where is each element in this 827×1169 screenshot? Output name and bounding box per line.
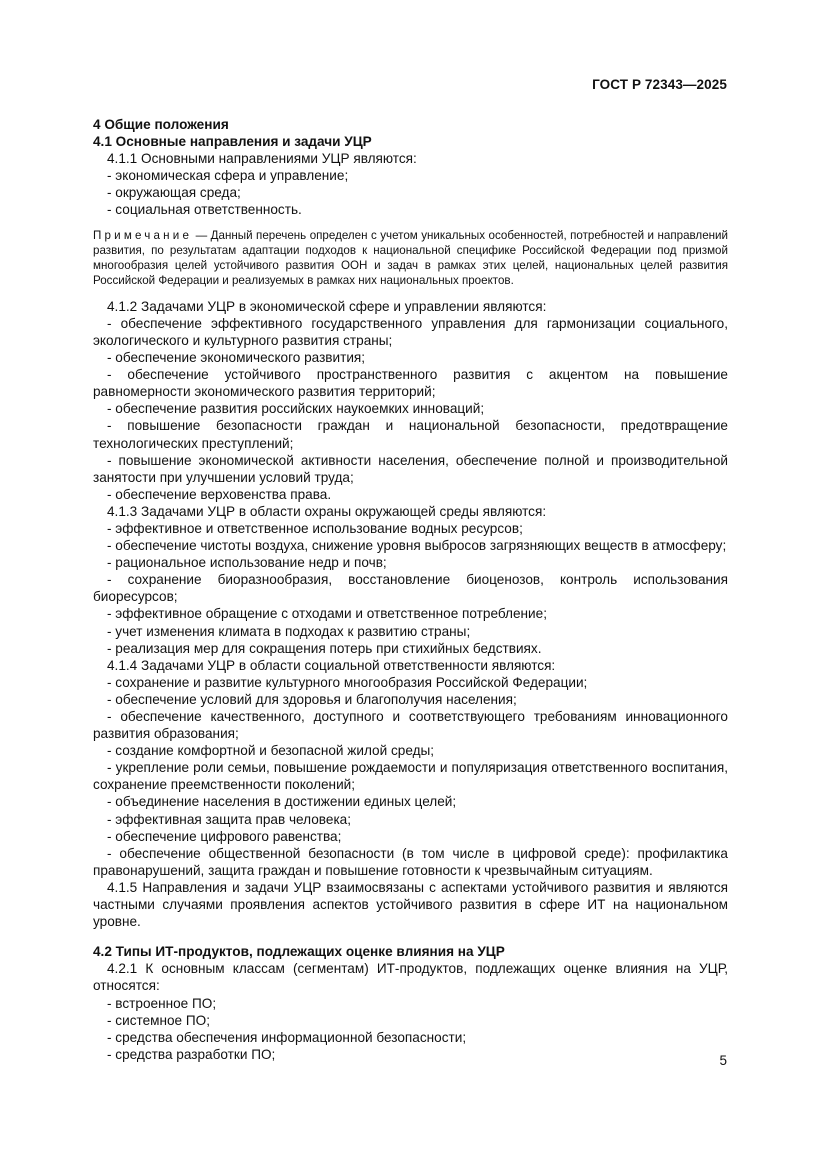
paragraph-4-1-1: 4.1.1 Основными направлениями УЦР являются: — [107, 151, 417, 167]
list-item: - повышение безопасности граждан и национальной безопасности, предотвращение технологических преступлений; — [93, 418, 728, 451]
list-item: - встроенное ПО; — [107, 995, 217, 1011]
subsection-title-4-1: 4.1 Основные направления и задачи УЦР — [93, 134, 372, 150]
note-block — [93, 228, 728, 289]
list-item: - социальная ответственность. — [107, 202, 302, 218]
list-4-1-3 — [93, 520, 728, 657]
list-item: - объединение населения в достижении единых целей; — [107, 794, 457, 810]
list-item: - системное ПО; — [107, 1012, 210, 1028]
list-item: - средства обеспечения информационной безопасности; — [107, 1029, 467, 1045]
list-item: - экономическая сфера и управление; — [107, 168, 349, 184]
section-title: 4 Общие положения — [93, 117, 229, 132]
list-4-1-2 — [93, 315, 728, 503]
list-item: - сохранение биоразнообразия, восстановление биоценозов, контроль использования биоресурсов; — [93, 572, 728, 605]
note-label: Примечание — [93, 228, 193, 242]
list-item: - окружающая среда; — [107, 185, 241, 201]
paragraph-4-1-4: 4.1.4 Задачами УЦР в области социальной ответственности являются: — [107, 657, 556, 673]
list-item: - обеспечение эффективного государственного управления для гармонизации социального, экологического и культурного развития страны; — [93, 315, 728, 348]
list-item: - обеспечение общественной безопасности (в том числе в цифровой среде): профилактика правонарушений, защита граждан и повышение готовности к чрезвычайным ситуациям. — [93, 845, 728, 878]
list-4-1-1 — [93, 167, 728, 218]
subsection-title-4-2: 4.2 Типы ИТ-продуктов, подлежащих оценке влияния на УЦР — [93, 944, 505, 960]
list-item: - создание комфортной и безопасной жилой среды; — [107, 743, 435, 759]
list-item: - учет изменения климата в подходах к развитию страны; — [107, 623, 471, 639]
list-item: - реализация мер для сокращения потерь при стихийных бедствиях. — [107, 640, 542, 656]
list-item: - укрепление роли семьи, повышение рождаемости и популяризация ответственного воспитания, сохранение преемственности поколений; — [93, 760, 728, 793]
list-item: - сохранение и развитие культурного многообразия Российской Федерации; — [107, 674, 588, 690]
list-4-1-4 — [93, 674, 728, 879]
list-item: - обеспечение верховенства права. — [107, 486, 332, 502]
page-number: 5 — [719, 1053, 727, 1068]
list-item: - эффективная защита прав человека; — [107, 811, 352, 827]
list-item: - обеспечение развития российских наукоемких инноваций; — [107, 401, 485, 417]
list-item: - обеспечение экономического развития; — [107, 350, 366, 366]
list-item: - эффективное обращение с отходами и ответственное потребление; — [107, 606, 547, 622]
list-item: - повышение экономической активности населения, обеспечение полной и производительной занятости при улучшении условий труда; — [93, 452, 728, 485]
list-item: - обеспечение чистоты воздуха, снижение уровня выбросов загрязняющих веществ в атмосферу; — [107, 538, 727, 554]
paragraph-4-1-3: 4.1.3 Задачами УЦР в области охраны окружающей среды являются: — [107, 503, 547, 519]
paragraph-4-1-5: 4.1.5 Направления и задачи УЦР взаимосвязаны с аспектами устойчивого развития и являются частными случаями проявления аспектов устойчивого развития в сфере ИТ на национальном уровне. — [93, 879, 728, 930]
document-body — [93, 116, 728, 1063]
paragraph-4-2-1: 4.2.1 К основным классам (сегментам) ИТ-продуктов, подлежащих оценке влияния на УЦР, относятся: — [93, 961, 728, 994]
paragraph-4-1-2: 4.1.2 Задачами УЦР в экономической сфере и управлении являются: — [107, 298, 547, 314]
list-item: - обеспечение цифрового равенства; — [107, 828, 342, 844]
list-item: - обеспечение качественного, доступного и соответствующего требованиям инновационного развития образования; — [93, 709, 728, 742]
list-item: - эффективное и ответственное использование водных ресурсов; — [107, 520, 523, 536]
list-item: - обеспечение устойчивого пространственного развития с акцентом на повышение равномерности экономического развития территорий; — [93, 367, 728, 400]
list-item: - обеспечение условий для здоровья и благополучия населения; — [107, 691, 517, 707]
note-text: — Данный перечень определен с учетом уникальных особенностей, потребностей и направлений развития, по результатам адаптации подходов к национальной специфике Российской Федерации под призмой многообразия целей устойчивого развития ООН и задач в рамках этих целей, национальных целей развития Российской Федерации и реализуемых в рамках них национальных проектов. — [93, 228, 728, 288]
list-4-2-1 — [93, 995, 728, 1063]
list-item: - рациональное использование недр и почв; — [107, 555, 387, 571]
list-item: - средства разработки ПО; — [107, 1046, 276, 1062]
document-code: ГОСТ Р 72343—2025 — [592, 77, 727, 92]
